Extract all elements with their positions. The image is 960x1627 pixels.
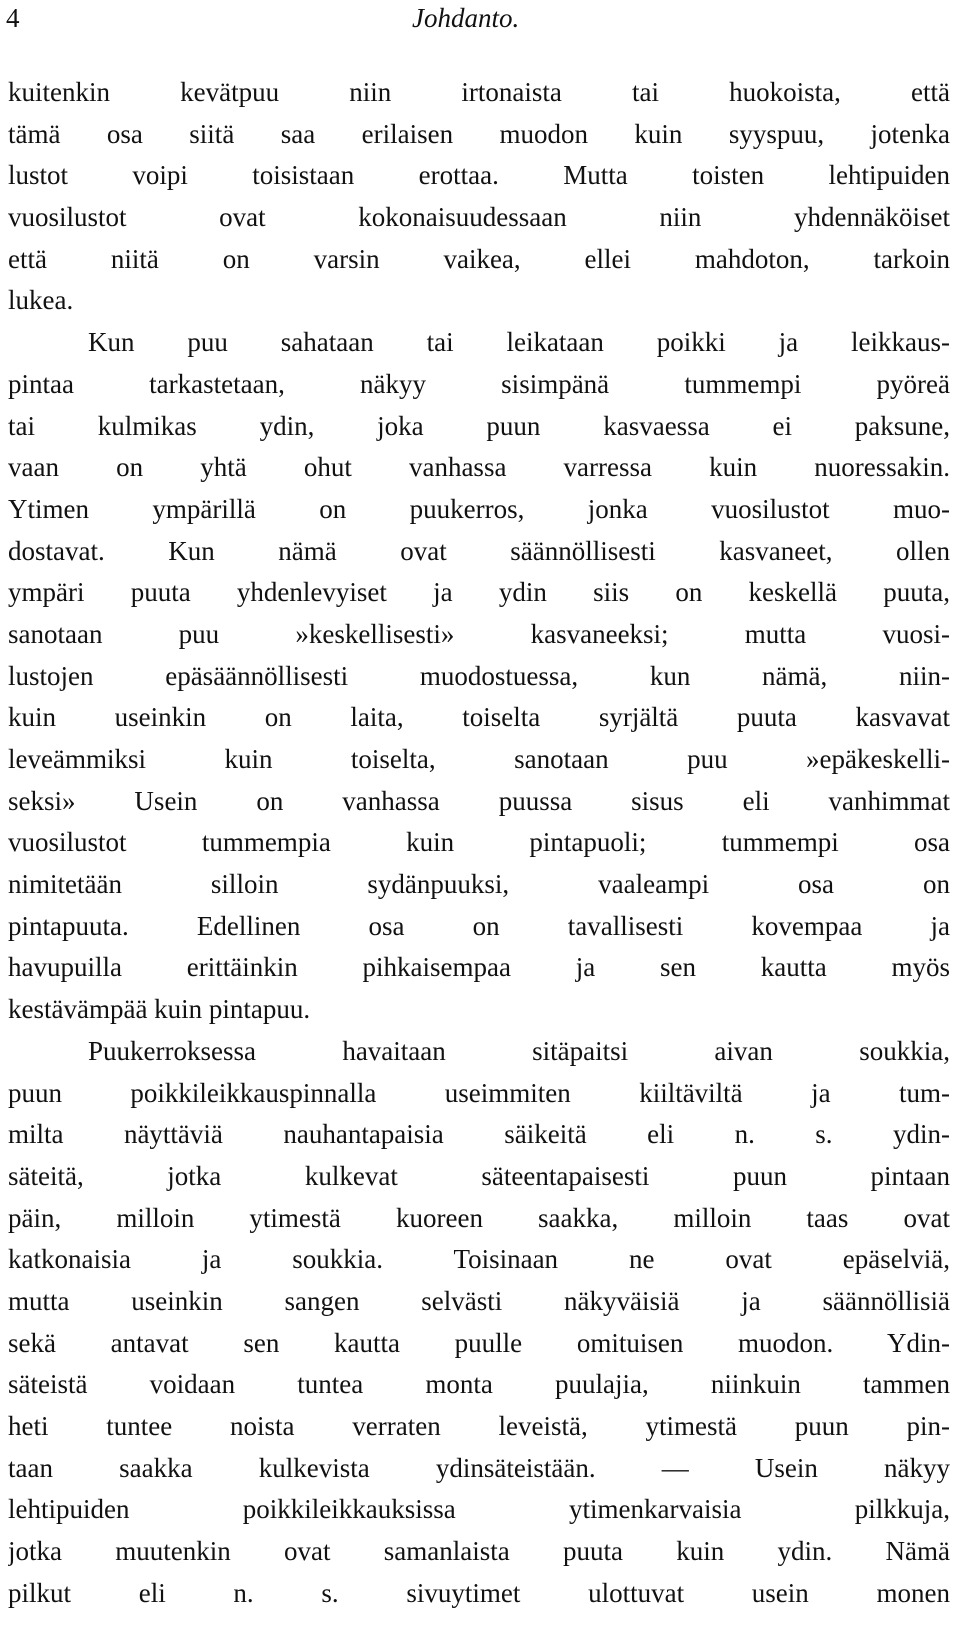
text-line: pintapuuta. Edellinen osa on tavallisesti kovempaa ja bbox=[8, 910, 950, 941]
text-line: pilkut eli n. s. sivuytimet ulottuvat usein monen bbox=[8, 1577, 950, 1608]
text-line: tämä osa siitä saa erilaisen muodon kuin syyspuu, jotenka bbox=[8, 118, 950, 149]
text-line: vuosilustot tummempia kuin pintapuoli; tummempi osa bbox=[8, 827, 950, 858]
running-title: Johdanto. bbox=[412, 3, 520, 33]
text-line: ympäri puuta yhdenlevyiset ja ydin siis on keskellä puuta, bbox=[8, 577, 950, 608]
text-line: kuin useinkin on laita, toiselta syrjältä puuta kasvavat bbox=[8, 702, 950, 733]
text-line: jotka muutenkin ovat samanlaista puuta kuin ydin. Nämä bbox=[8, 1536, 950, 1567]
text-line: säteitä, jotka kulkevat säteentapaisesti puun pintaan bbox=[8, 1160, 950, 1191]
text-line: lukea. bbox=[8, 285, 74, 316]
page-body-text bbox=[8, 72, 950, 1614]
text-line: lehtipuiden poikkileikkauksissa ytimenkarvaisia pilkkuja, bbox=[8, 1494, 950, 1525]
text-line: seksi» Usein on vanhassa puussa sisus eli vanhimmat bbox=[8, 785, 950, 816]
text-line: mutta useinkin sangen selvästi näkyväisiä ja säännöllisiä bbox=[8, 1285, 950, 1316]
text-line: Kun puu sahataan tai leikataan poikki ja leikkaus- bbox=[88, 327, 950, 358]
text-line: sanotaan puu »keskellisesti» kasvaneeksi; mutta vuosi- bbox=[8, 618, 950, 649]
text-line: dostavat. Kun nämä ovat säännöllisesti kasvaneet, ollen bbox=[8, 535, 950, 566]
text-line: kuitenkin kevätpuu niin irtonaista tai huokoista, että bbox=[8, 77, 950, 107]
text-line: milta näyttäviä nauhantapaisia säikeitä eli n. s. ydin- bbox=[8, 1119, 950, 1150]
text-line: Ytimen ympärillä on puukerros, jonka vuosilustot muo- bbox=[8, 493, 950, 524]
text-line: kestävämpää kuin pintapuu. bbox=[8, 994, 311, 1025]
text-line: taan saakka kulkevista ydinsäteistään. — Usein näkyy bbox=[8, 1452, 950, 1483]
text-line: heti tuntee noista verraten leveistä, ytimestä puun pin- bbox=[8, 1411, 950, 1441]
text-line: sekä antavat sen kautta puulle omituisen muodon. Ydin- bbox=[8, 1327, 950, 1358]
text-line: päin, milloin ytimestä kuoreen saakka, milloin taas ovat bbox=[8, 1202, 950, 1233]
text-line: lustojen epäsäännöllisesti muodostuessa, kun nämä, niin- bbox=[8, 660, 950, 691]
text-line: tai kulmikas ydin, joka puun kasvaessa ei paksune, bbox=[8, 410, 950, 441]
text-line: havupuilla erittäinkin pihkaisempaa ja sen kautta myös bbox=[8, 952, 950, 983]
text-line: vaan on yhtä ohut vanhassa varressa kuin nuoressakin. bbox=[8, 452, 950, 483]
page-number: 4 bbox=[6, 3, 20, 33]
text-line: puun poikkileikkauspinnalla useimmiten kiiltäviltä ja tum- bbox=[8, 1077, 950, 1108]
text-line: leveämmiksi kuin toiselta, sanotaan puu »epäkeskelli- bbox=[8, 744, 950, 774]
text-line: katkonaisia ja soukkia. Toisinaan ne ovat epäselviä, bbox=[8, 1244, 950, 1275]
text-line: lustot voipi toisistaan erottaa. Mutta toisten lehtipuiden bbox=[8, 160, 950, 191]
text-line: pintaa tarkastetaan, näkyy sisimpänä tummempi pyöreä bbox=[8, 368, 950, 399]
text-line: vuosilustot ovat kokonaisuudessaan niin yhdennäköiset bbox=[8, 202, 950, 233]
text-line: nimitetään silloin sydänpuuksi, vaaleampi osa on bbox=[8, 869, 950, 900]
text-line: säteistä voidaan tuntea monta puulajia, niinkuin tammen bbox=[8, 1369, 950, 1400]
text-line: että niitä on varsin vaikea, ellei mahdoton, tarkoin bbox=[8, 243, 950, 274]
text-line: Puukerroksessa havaitaan sitäpaitsi aivan soukkia, bbox=[88, 1035, 950, 1066]
